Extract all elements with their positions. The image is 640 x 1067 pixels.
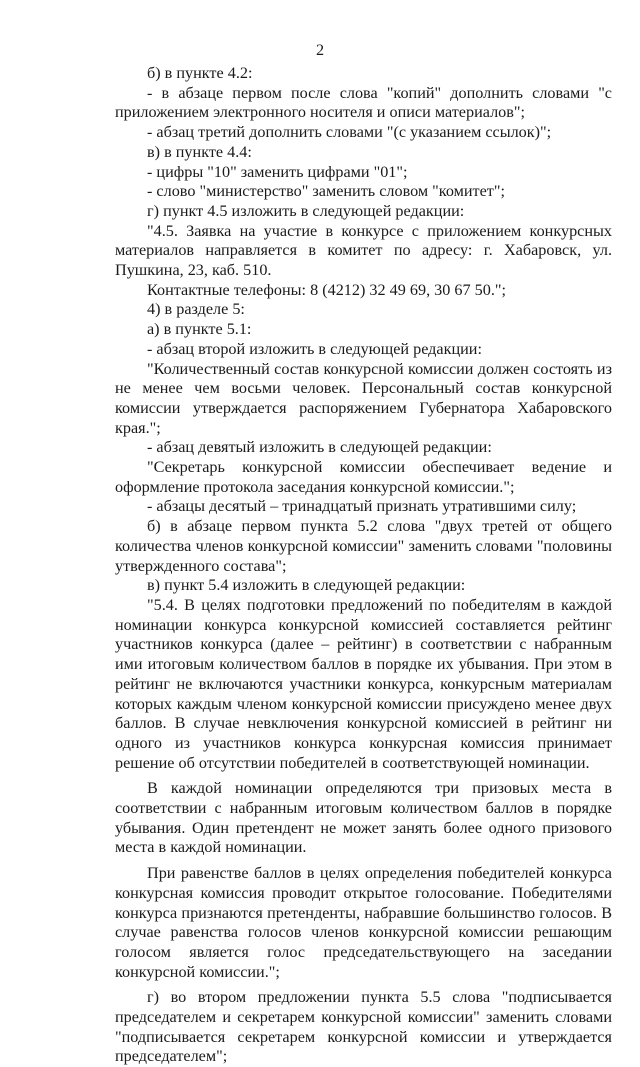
paragraph-16: - абзацы десятый – тринадцатый признать утратившими силу; [147, 497, 577, 516]
paragraph-4: в) в пункте 4.4: [147, 142, 252, 161]
paragraph-9: Контактные телефоны: 8 (4212) 32 49 69, 30 67 50."; [147, 280, 506, 299]
paragraph-1: б) в пункте 4.2: [147, 64, 253, 82]
paragraph-22: г) во втором предложении пункта 5.5 слова "подписывается председателем и секретарем конкурсной комиссии" заменить словами "подписывается секретарем конкурсной комиссии и утверждается председателем"; [115, 988, 612, 1066]
paragraph-21: При равенстве баллов в целях определения победителей конкурса конкурсная комиссия проводит открытое голосование. Победителями конкурса признаются претенденты, набравшие большинство голосов. В случае равенства голосов членов конкурсной комиссии решающим голосом является голос председательствующего на заседании конкурсной комиссии."; [115, 864, 612, 981]
paragraph-12: - абзац второй изложить в следующей редакции: [147, 339, 482, 358]
paragraph-14: - абзац девятый изложить в следующей редакции: [147, 438, 492, 457]
paragraph-17: б) в абзаце первом пункта 5.2 слова "двух третей от общего количества членов конкурсной комиссии" заменить словами "половины утвержденного состава"; [115, 517, 612, 575]
document-body [115, 64, 612, 1067]
paragraph-10: 4) в разделе 5: [147, 300, 245, 319]
paragraph-15: "Секретарь конкурсной комиссии обеспечивает ведение и оформление протокола заседания конкурсной комиссии."; [115, 458, 612, 496]
paragraph-20: В каждой номинации определяются три призовых места в соответствии с набранным итоговым количеством баллов в порядке убывания. Один претендент не может занять более одного призового места в каждой номинации. [115, 779, 612, 857]
paragraph-3: - абзац третий дополнить словами "(с указанием ссылок)"; [147, 123, 552, 142]
paragraph-8: "4.5. Заявка на участие в конкурсе с приложением конкурсных материалов направляется в комитет по адресу: г. Хабаровск, ул. Пушкина, 23, каб. 510. [115, 221, 612, 280]
paragraph-11: а) в пункте 5.1: [147, 320, 252, 339]
paragraph-7: г) пункт 4.5 изложить в следующей редакции: [147, 201, 465, 220]
page-number: 2 [315, 41, 325, 59]
paragraph-19: "5.4. В целях подготовки предложений по победителям в каждой номинации конкурса конкурсной комиссией составляется рейтинг участников конкурса (далее – рейтинг) в соответствии с набранным ими итоговым количеством баллов в порядке их убывания. При этом в рейтинг не включаются участники конкурса, конкурсным материалам которых каждым членом конкурсной комиссии присуждено менее двух баллов. В случае невключения конкурсной комиссией в рейтинг ни одного из участников конкурса конкурсная комиссия принимает решение об отсутствии победителей в соответствующей номинации. [115, 595, 612, 772]
paragraph-18: в) пункт 5.4 изложить в следующей редакции: [147, 576, 466, 595]
paragraph-6: - слово "министерство" заменить словом "комитет"; [147, 182, 505, 201]
paragraph-13: "Количественный состав конкурсной комиссии должен состоять из не менее чем восьми человек. Персональный состав конкурсной комиссии утверждается распоряжением Губернатора Хабаровского края."; [115, 359, 612, 437]
paragraph-2: - в абзаце первом после слова "копий" дополнить словами "с приложением электронного носителя и описи материалов"; [115, 83, 612, 122]
paragraph-5: - цифры "10" заменить цифрами "01"; [147, 162, 408, 181]
